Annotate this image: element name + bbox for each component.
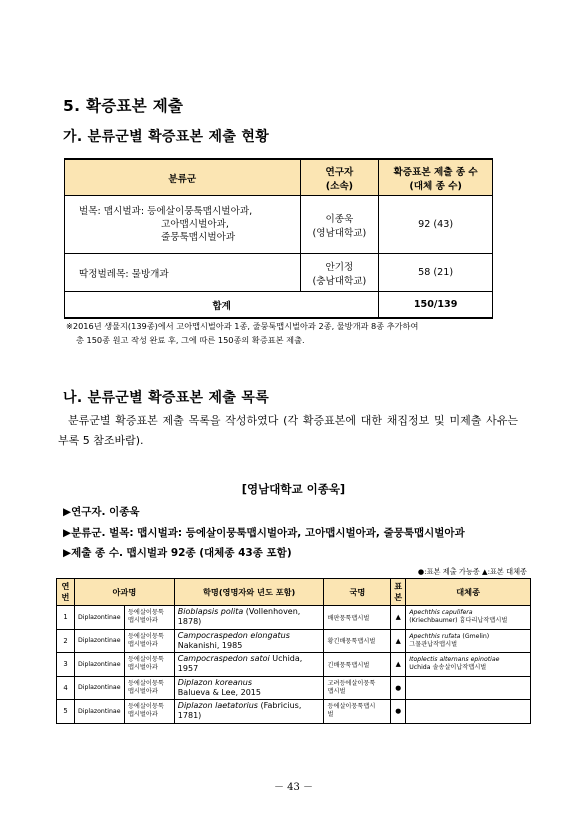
count-line: ▶제출 종 수. 맵시벌과 92종 (대체종 43종 포함) — [63, 547, 292, 559]
species-table — [56, 578, 531, 724]
table-row: 3 Diplazontinae 등에살이뭉툭 맵시벌아과 Campocraspedon satoi Uchida, 1957 긴배뭉툭맵시벌 ▲ Itoplectis alternans epinotiae Uchida 솔송살이납작맵시벌 — [57, 653, 531, 677]
specimen-mark: ▲ — [391, 653, 406, 677]
table-row: 1 Diplazontinae 등에살이뭉툭 맵시벌아과 Bioblapsis polita (Vollenhoven, 1878) 배판뭉툭맵시벌 ▲ Apechthis capulifera (Kriechbaumer) 흉다리납작맵시벌 — [57, 606, 531, 630]
total-value: 150/139 — [379, 292, 493, 319]
taxon-line: ▶분류군. 벌목: 맵시벌과: 등에살이뭉툭맵시벌아과, 고아맵시벌아과, 줄뭉툭맵시벌아과 — [63, 527, 465, 539]
header-researcher: 연구자 (소속) — [300, 159, 379, 196]
total-label: 합계 — [65, 292, 379, 319]
researcher-line: ▶연구자. 이종욱 — [63, 506, 140, 518]
summary-row — [65, 254, 493, 292]
summary-row — [65, 196, 493, 254]
legend: ●:표본 제출 가능종 ▲:표본 대체종 — [417, 567, 527, 576]
count-cell: 58 (21) — [379, 254, 493, 292]
summary-total-row — [65, 292, 493, 319]
header-alt: 대체종 — [406, 579, 531, 606]
count-cell: 92 (43) — [379, 196, 493, 254]
header-count: 확증표본 제출 종 수 (대체 종 수) — [379, 159, 493, 196]
table-row: 2 Diplazontinae 등에살이뭉툭 맵시벌아과 Campocraspedon elongatus Nakanishi, 1985 황긴배뭉툭맵시벌 ▲ Apechthis rufata (Gmelin) 그물관납작맵시벌 — [57, 629, 531, 653]
taxon-cell: 벌목: 맵시벌과: 등에살이뭉툭맵시벌아과, 고아맵시벌아과, 줄뭉툭맵시벌아과 — [65, 196, 301, 254]
table-note: ※2016년 생물지(139종)에서 고아맵시벌아과 1종, 줄뭉툭맵시벌아과 2종, 물방개과 8종 추가하여 총 150종 원고 작성 완료 후, 그에 따른 150종의 확증표본 제출. — [66, 321, 419, 345]
page-number: － 43 － — [273, 782, 314, 793]
summary-header-row — [65, 159, 493, 196]
specimen-mark: ● — [391, 676, 406, 700]
researcher-cell: 이종욱 (영남대학교) — [300, 196, 379, 254]
header-taxon: 분류군 — [65, 159, 301, 196]
header-subfamily: 아과명 — [74, 579, 174, 606]
researcher-cell: 안기정 (충남대학교) — [300, 254, 379, 292]
subsection-b-title: 나. 분류군별 확증표본 제출 목록 — [63, 390, 270, 406]
subsection-a-title: 가. 분류군별 확증표본 제출 현황 — [63, 129, 270, 145]
specimen-mark: ▲ — [391, 629, 406, 653]
taxon-cell: 딱정벌레목: 물방개과 — [65, 254, 301, 292]
header-specimen: 표 본 — [391, 579, 406, 606]
institution-title: [영남대학교 이종욱] — [241, 482, 346, 496]
intro-paragraph: 분류군별 확증표본 제출 목록을 작성하였다 (각 확증표본에 대한 채집정보 및 미제출 사유는 부록 5 참조바람). — [58, 414, 518, 447]
table-row: 4 Diplazontinae 등에살이뭉툭 맵시벌아과 Diplazon koreanus Balueva & Lee, 2015 고려등에살이뭉툭 맵시벌 ● — [57, 676, 531, 700]
header-sci: 학명(영명자와 년도 포함) — [174, 579, 324, 606]
specimen-mark: ▲ — [391, 606, 406, 630]
section-title: 5. 확증표본 제출 — [63, 97, 184, 115]
species-header-row — [57, 579, 531, 606]
header-kor: 국명 — [324, 579, 391, 606]
table-row: 5 Diplazontinae 등에살이뭉툭 맵시벌아과 Diplazon laetatorius (Fabricius, 1781) 등에살이뭉툭맵시 벌 ● — [57, 700, 531, 724]
summary-table — [64, 158, 493, 319]
header-no: 연 번 — [57, 579, 75, 606]
specimen-mark: ● — [391, 700, 406, 724]
